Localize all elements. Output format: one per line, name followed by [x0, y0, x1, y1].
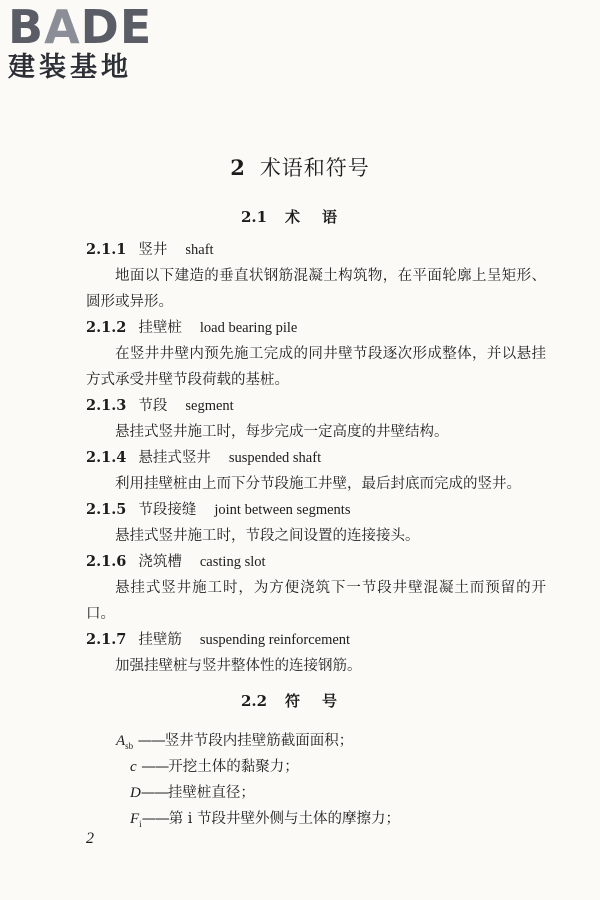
section-name: 符号 — [285, 692, 360, 710]
section-title-symbols — [0, 690, 600, 711]
symbol-entry: c ——开挖土体的黏聚力； — [130, 759, 299, 775]
symbol-variable: c — [130, 759, 137, 775]
term-definition: 悬挂式竖井施工时，为方便浇筑下一节段井壁混凝土而预留的开口。 — [86, 580, 546, 622]
section-number: 2.2 — [240, 692, 268, 710]
term-cn: 浇筑槽 — [138, 554, 182, 570]
term-cn: 节段接缝 — [138, 502, 197, 518]
symbol-entry: D——挂壁桩直径； — [130, 785, 255, 801]
symbols-list — [116, 728, 536, 832]
chapter-number: 2 — [230, 155, 246, 180]
term-en: suspending reinforcement — [199, 632, 351, 648]
term-en: shaft — [185, 242, 214, 258]
logo-wordmark: BADE — [8, 0, 153, 54]
section-title-terms — [0, 206, 600, 227]
term-definition: 在竖井井壁内预先施工完成的同井壁节段逐次形成整体，并以悬挂方式承受井壁节段荷载的基桩。 — [86, 346, 546, 388]
chapter-name: 术语和符号 — [259, 156, 370, 180]
term-en: load bearing pile — [199, 320, 298, 336]
term-en: joint between segments — [214, 502, 351, 518]
symbol-definition: 竖井节段内挂壁筋截面面积； — [164, 733, 354, 749]
term-code: 2.1.6 — [86, 553, 127, 570]
term-cn: 挂壁筋 — [138, 632, 182, 648]
term-cn: 悬挂式竖井 — [138, 450, 211, 466]
symbol-entry: $A_{sb}$ ——竖井节段内挂壁筋截面面积； — [116, 733, 354, 751]
term-definition: 利用挂壁桩由上而下分节段施工井壁，最后封底而完成的竖井。 — [115, 476, 521, 492]
term-en: suspended shaft — [228, 450, 322, 466]
term-code: 2.1.4 — [86, 449, 127, 466]
term-en: casting slot — [199, 554, 266, 570]
term-entry — [86, 497, 546, 549]
term-entry — [86, 393, 546, 445]
term-definition: 悬挂式竖井施工时，每步完成一定高度的井壁结构。 — [115, 424, 449, 440]
logo — [8, 2, 178, 84]
chapter-title — [0, 152, 600, 182]
term-code: 2.1.3 — [86, 397, 127, 414]
term-definition: 加强挂壁桩与竖井整体性的连接钢筋。 — [115, 658, 362, 674]
term-definition: 地面以下建造的垂直状钢筋混凝土构筑物，在平面轮廓上呈矩形、圆形或异形。 — [86, 268, 546, 310]
term-cn: 竖井 — [138, 242, 168, 258]
symbol-entry: $F_i——$第 i 节段井壁外侧与土体的摩擦力； — [130, 811, 401, 829]
term-en: segment — [185, 398, 234, 414]
term-code: 2.1.5 — [86, 501, 127, 518]
symbol-variable: D — [130, 785, 141, 801]
term-entry — [86, 315, 546, 393]
symbol-variable: $F_i$ — [130, 811, 142, 829]
term-entry — [86, 445, 546, 497]
symbol-variable: $A_{sb}$ — [116, 733, 134, 751]
term-code: 2.1.7 — [86, 631, 127, 648]
section-name: 术语 — [285, 208, 360, 226]
term-cn: 节段 — [138, 398, 168, 414]
logo-subtitle: 建装基地 — [8, 52, 132, 83]
symbol-definition: 第 i 节段井壁外侧与土体的摩擦力； — [168, 811, 401, 827]
term-entry — [86, 549, 546, 627]
term-code: 2.1.1 — [86, 241, 127, 258]
term-entry — [86, 237, 546, 315]
term-code: 2.1.2 — [86, 319, 127, 336]
term-entry — [86, 627, 546, 679]
term-definition: 悬挂式竖井施工时，节段之间设置的连接接头。 — [115, 528, 420, 544]
symbol-definition: 挂壁桩直径； — [167, 785, 255, 801]
terms-list — [86, 237, 546, 679]
section-number: 2.1 — [240, 208, 268, 226]
page-number: 2 — [86, 830, 94, 847]
term-cn: 挂壁桩 — [138, 320, 182, 336]
symbol-definition: 开挖土体的黏聚力； — [168, 759, 299, 775]
